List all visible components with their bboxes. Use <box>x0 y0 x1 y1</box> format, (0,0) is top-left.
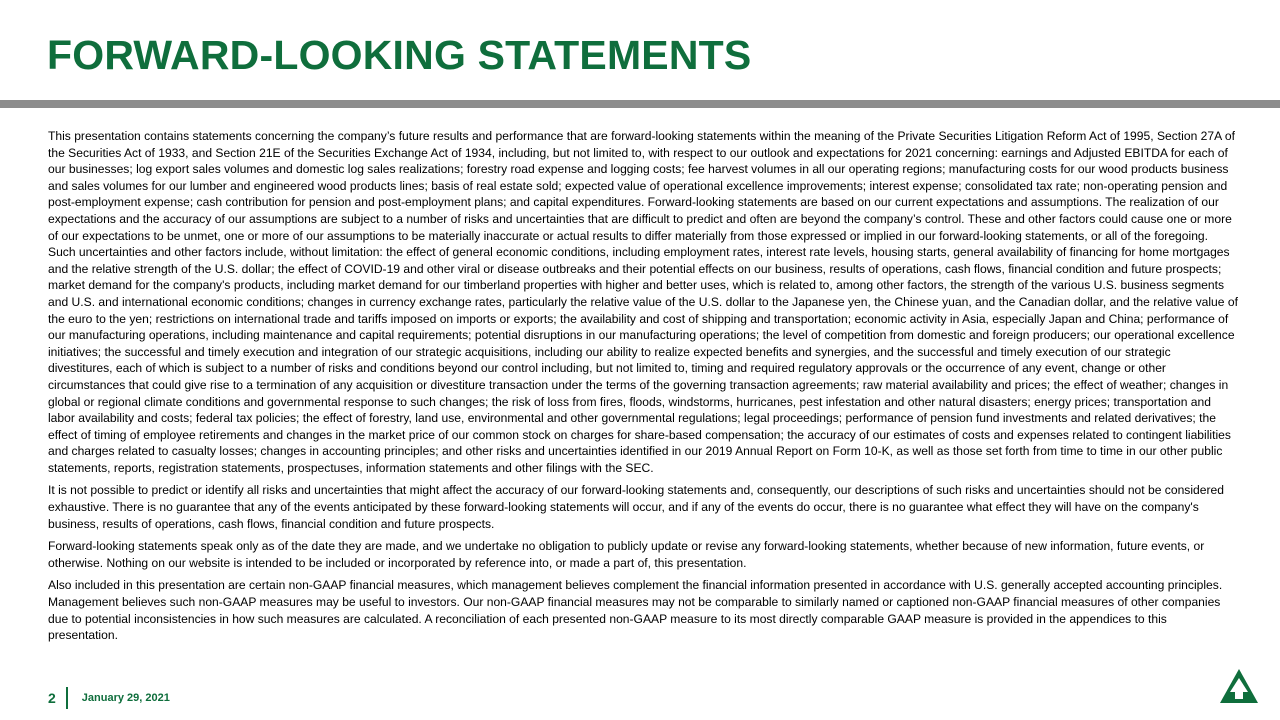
paragraph-no-update-obligation: Forward-looking statements speak only as of the date they are made, and we undertake no obligation to publicly update or revise any forward-looking statements, whether because of new information, future events, or otherwise. Nothing on our website is intended to be included or incorporated by reference into, or made a part of, this presentation. <box>48 539 1205 570</box>
paragraph-risk-factors: This presentation contains statements concerning the company’s future results and performance that are forward-looking statements within the meaning of the Private Securities Litigation Reform Act of 1995, Section 27A of the Securities Act of 1933, and Section 21E of the Securities Exchange Act of 1934, including, but not limited to, with respect to our outlook and expectations for 2021 concerning: earnings and Adjusted EBITDA for each of our businesses; log export sales volumes and domestic log sales realizations; forestry road expense and logging costs; fee harvest volumes in all our operating regions; manufacturing costs for our wood products business and sales volumes for our lumber and engineered wood products lines; basis of real estate sold; expected value of operational excellence improvements; interest expense; consolidated tax rate; non-operating pension and post-employment expense; cash contribution for pension and post-employment plans; and capital expenditures. Forward-looking statements are based on our current expectations and assumptions. The realization of our expectations and the accuracy of our assumptions are subject to a number of risks and uncertainties that are difficult to predict and often are beyond the company’s control. These and other factors could cause one or more of our expectations to be unmet, one or more of our assumptions to be materially inaccurate or actual results to differ materially from those expressed or implied in our forward-looking statements, or all of the foregoing. Such uncertainties and other factors include, without limitation: the effect of general economic conditions, including employment rates, interest rate levels, housing starts, general availability of financing for home mortgages and the relative strength of the U.S. dollar; the effect of COVID-19 and other viral or disease outbreaks and their potential effects on our business, results of operations, cash flows, financial condition and future prospects; market demand for the company's products, including market demand for our timberland properties with higher and better uses, which is related to, among other factors, the strength of the various U.S. business segments and U.S. and international economic conditions; changes in currency exchange rates, particularly the relative value of the U.S. dollar to the Japanese yen, the Chinese yuan, and the Canadian dollar, and the relative value of the euro to the yen; restrictions on international trade and tariffs imposed on imports or exports; the availability and cost of shipping and transportation; economic activity in Asia, especially Japan and China; performance of our manufacturing operations, including maintenance and capital requirements; potential disruptions in our manufacturing operations; the level of competition from domestic and foreign producers; our operational excellence initiatives; the successful and timely execution and integration of our strategic acquisitions, including our ability to realize expected benefits and synergies, and the successful and timely execution of our strategic divestitures, each of which is subject to a number of risks and conditions beyond our control including, but not limited to, timing and required regulatory approvals or the occurrence of any event, change or other circumstances that could give rise to a termination of any acquisition or divestiture transaction under the terms of the governing transaction agreements; raw material availability and prices; the effect of weather; changes in global or regional climate conditions and governmental response to such changes; the risk of loss from fires, floods, windstorms, hurricanes, pest infestation and other natural disasters; energy prices; transportation and labor availability and costs; federal tax policies; the effect of forestry, land use, environmental and other governmental regulations; legal proceedings; performance of pension fund investments and related derivatives; the effect of timing of employee retirements and changes in the market price of our common stock on charges for share-based compensation; the accuracy of our estimates of costs and expenses related to contingent liabilities and charges related to casualty losses; changes in accounting principles; and other risks and uncertainties identified in our 2019 Annual Report on Form 10-K, as well as those set forth from time to time in our other public statements, reports, registration statements, prospectuses, information statements and other filings with the SEC. <box>48 129 1238 475</box>
triangle-tree-logo-icon <box>1219 668 1259 704</box>
disclaimer-body <box>48 128 1238 650</box>
footer-divider <box>66 687 68 709</box>
page-number: 2 <box>48 690 56 706</box>
paragraph-non-gaap: Also included in this presentation are certain non-GAAP financial measures, which management believes complement the financial information presented in accordance with U.S. generally accepted accounting principles. Management believes such non-GAAP measures may be useful to investors. Our non-GAAP financial measures may not be comparable to similarly named or captioned non-GAAP financial measures of other companies due to potential inconsistencies in how such measures are calculated. A reconciliation of each presented non-GAAP measure to its most directly comparable GAAP measure is provided in the appendices to this presentation. <box>48 578 1223 643</box>
title-divider-bar <box>0 100 1280 108</box>
paragraph-exhaustiveness: It is not possible to predict or identify all risks and uncertainties that might affect the accuracy of our forward-looking statements and, consequently, our descriptions of such risks and uncertainties should not be considered exhaustive. There is no guarantee that any of the events anticipated by these forward-looking statements will occur, and if any of the events do occur, there is no guarantee what effect they will have on the company's business, results of operations, cash flows, financial condition and future prospects. <box>48 483 1224 531</box>
page-title: FORWARD-LOOKING STATEMENTS <box>47 32 752 78</box>
footer-date: January 29, 2021 <box>81 692 170 704</box>
slide-footer <box>48 685 170 711</box>
